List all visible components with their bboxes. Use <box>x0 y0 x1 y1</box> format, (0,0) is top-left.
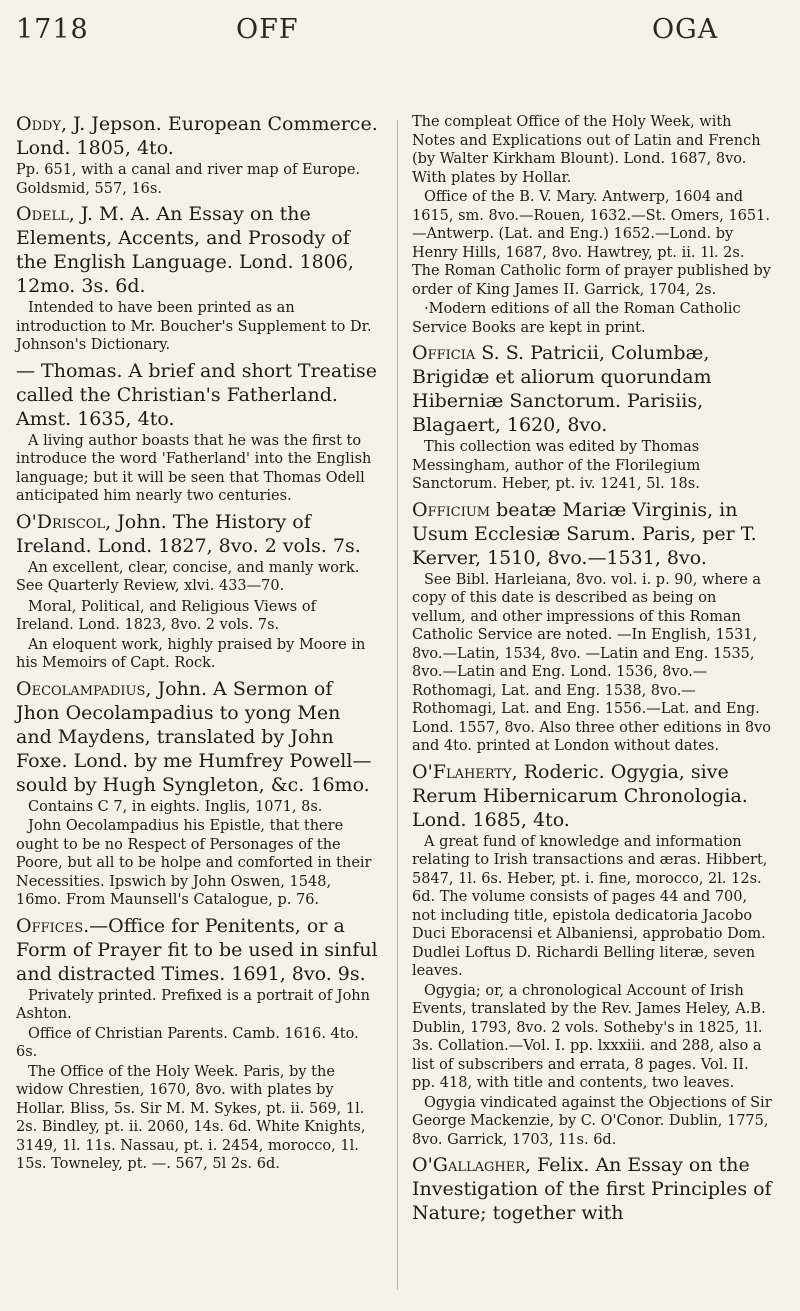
entry-officium <box>412 498 774 756</box>
entry-heading <box>412 760 774 832</box>
entry-offices <box>16 914 378 1174</box>
entry-note: A great fund of knowledge and information relating to Irish transactions and æras. Hibbert, 5847, 1l. 6s. Heber, pt. i. fine, morocco, 2l. 12s. 6d. The volume consists of pages 44 and 700, not including title, epistola dedicatoria Jacobo Duci Eboracensi et Albaniensi, approbatio Dom. Dudlei Loftus D. Richardi Belling literæ, seven leaves. <box>412 833 768 979</box>
page-number: 1718 <box>16 14 89 45</box>
entry-name: O'Flaherty, <box>412 760 518 783</box>
entry-title: S. S. Patricii, Columbæ, Brigidæ et aliorum quorundam Hiberniæ Sanctorum. Parisiis, Blagaert, 1620, 8vo. <box>412 342 712 436</box>
entry-note: John Oecolampadius his Epistle, that there ought to be no Respect of Personages of the Poore, but all to be holpe and comforted in their Necessities. Ipswich by John Oswen, 1548, 16mo. From Maunsell's Catalogue, p. 76. <box>16 818 372 908</box>
entry-name: O'Gallagher, <box>412 1154 532 1176</box>
entry-officia <box>412 341 774 494</box>
entry-heading <box>16 914 378 986</box>
entry-title: John. A Sermon of Jhon Oecolampadius to yong Men and Maydens, translated by John Foxe. Lond. by me Humfrey Powell—sould by Hugh Syngleton, &c. 16mo. <box>16 677 372 796</box>
entry-note: Office of Christian Parents. Camb. 1616. 4to. 6s. <box>16 1025 359 1060</box>
entry-note: The Office of the Holy Week. Paris, by the widow Chrestien, 1670, 8vo. with plates by Hollar. Bliss, 5s. Sir M. M. Sykes, pt. ii. 569, 1l. 2s. Bindley, pt. ii. 2060, 14s. 6d. White Knights, 3149, 1l. 11s. Nassau, pt. i. 2454, morocco, 1l. 15s. Towneley, pt. —. 567, 5l 2s. 6d. <box>16 1063 366 1172</box>
running-header <box>0 14 800 54</box>
column-divider <box>397 120 398 1290</box>
entry-heading <box>16 510 378 558</box>
left-column <box>16 112 378 1178</box>
entry-name: Odell, <box>16 203 75 225</box>
entry-note: Ogygia vindicated against the Objections of Sir George Mackenzie, by C. O'Conor. Dublin, 1775, 8vo. Garrick, 1703, 11s. 6d. <box>412 1094 772 1148</box>
entry-note: An eloquent work, highly praised by Moore in his Memoirs of Capt. Rock. <box>16 636 366 671</box>
entry-heading <box>412 1153 774 1225</box>
entry-title: J. Jepson. European Commerce. Lond. 1805, 4to. <box>16 113 378 159</box>
entry-odell <box>16 202 378 355</box>
entry-note: Contains C 7, in eights. Inglis, 1071, 8s. <box>28 798 323 815</box>
entry-note: Ogygia; or, a chronological Account of Irish Events, translated by the Rev. James Heley, A.B. Dublin, 1793, 8vo. 2 vols. Sotheby's in 1825, 1l. 3s. Collation.—Vol. I. pp. lxxxiii. and 288, also a list of subscribers and errata, 8 pages. Vol. II. pp. 418, with title and contents, two leaves. <box>412 982 766 1091</box>
entry-note: See Bibl. Harleiana, 8vo. vol. i. p. 90, where a copy of this date is described as being on vellum, and other impressions of this Roman Catholic Service are noted. —In English, 1531, 8vo.—Latin, 1534, 8vo. —Latin and Eng. 1535, 8vo.—Latin and Eng. Lond. 1536, 8vo.—Rothomagi, Lat. and Eng. 1538, 8vo.—Rothomagi, Lat. and Eng. 1556.—Lat. and Eng. Lond. 1557, 8vo. Also three other editions in 8vo and 4to. printed at London without dates. <box>412 571 772 754</box>
entry-name: O'Driscol, <box>16 510 112 533</box>
entry-name: Oecolampadius, <box>16 677 152 700</box>
entry-name: Officia <box>412 342 476 364</box>
entry-title: Felix. An Essay on the Investigation of the first Principles of Nature; together with <box>412 1154 772 1224</box>
entry-note: Intended to have been printed as an introduction to Mr. Boucher's Supplement to Dr. Johnson's Dictionary. <box>16 300 372 353</box>
entry-oddy <box>16 112 378 198</box>
right-guide-word: OGA <box>652 14 719 45</box>
entry-heading <box>16 359 378 431</box>
right-column <box>412 112 774 1229</box>
entry-heading <box>412 498 774 570</box>
entry-odriscol <box>16 510 378 673</box>
entry-name: Officium <box>412 498 491 521</box>
entry-oflaherty <box>412 760 774 1150</box>
entry-note: ·Modern editions of all the Roman Catholic Service Books are kept in print. <box>412 301 741 336</box>
entry-note: Moral, Political, and Religious Views of Ireland. Lond. 1823, 8vo. 2 vols. 7s. <box>16 598 316 633</box>
entry-title: John. The History of Ireland. Lond. 1827, 8vo. 2 vols. 7s. <box>16 510 361 557</box>
entry-note: Office of the B. V. Mary. Antwerp, 1604 and 1615, sm. 8vo.—Rouen, 1632.—St. Omers, 1651.—Antwerp. (Lat. and Eng.) 1652.—Lond. by Henry Hills, 1687, 8vo. Hawtrey, pt. ii. 1l. 2s. The Roman Catholic form of prayer published by order of King James II. Garrick, 1704, 2s. <box>412 189 771 298</box>
entry-title: J. M. A. An Essay on the Elements, Accents, and Prosody of the English Language. Lond. 1806, 12mo. 3s. 6d. <box>16 203 354 297</box>
entry-ogallagher <box>412 1153 774 1225</box>
entry-note: A living author boasts that he was the first to introduce the word 'Fatherland' into the English language; but it will be seen that Thomas Odell anticipated him nearly two centuries. <box>16 432 372 504</box>
entry-title: — Thomas. A brief and short Treatise called the Christian's Fatherland. Amst. 1635, 4to. <box>16 359 377 430</box>
entry-oecolampadius <box>16 677 378 910</box>
entry-heading <box>16 112 378 160</box>
entry-title: —Office for Penitents, or a Form of Prayer fit to be used in sinful and distracted Times. 1691, 8vo. 9s. <box>16 914 378 985</box>
entry-heading <box>16 677 378 797</box>
entry-heading <box>412 341 774 437</box>
entry-continuation <box>412 113 774 337</box>
entry-note: An excellent, clear, concise, and manly work. See Quarterly Review, xlvi. 433—70. <box>16 559 360 594</box>
entry-name: Offices. <box>16 914 90 937</box>
entry-note: The compleat Office of the Holy Week, with Notes and Explications out of Latin and French (by Walter Kirkham Blount). Lond. 1687, 8vo. With plates by Hollar. <box>412 114 761 186</box>
entry-odell-thomas <box>16 359 378 506</box>
left-guide-word: OFF <box>236 14 299 45</box>
entry-note: Privately printed. Prefixed is a portrait of John Ashton. <box>16 987 370 1022</box>
entry-title: beatæ Mariæ Virginis, in Usum Ecclesiæ Sarum. Paris, per T. Kerver, 1510, 8vo.—1531, 8vo. <box>412 498 757 569</box>
entry-note: This collection was edited by Thomas Messingham, author of the Florilegium Sanctorum. Heber, pt. iv. 1241, 5l. 18s. <box>412 439 701 492</box>
entry-name: Oddy, <box>16 113 68 135</box>
entry-title: Roderic. Ogygia, sive Rerum Hibernicarum Chronologia. Lond. 1685, 4to. <box>412 760 748 831</box>
entry-heading <box>16 202 378 298</box>
entry-note: Pp. 651, with a canal and river map of Europe. Goldsmid, 557, 16s. <box>16 162 361 197</box>
